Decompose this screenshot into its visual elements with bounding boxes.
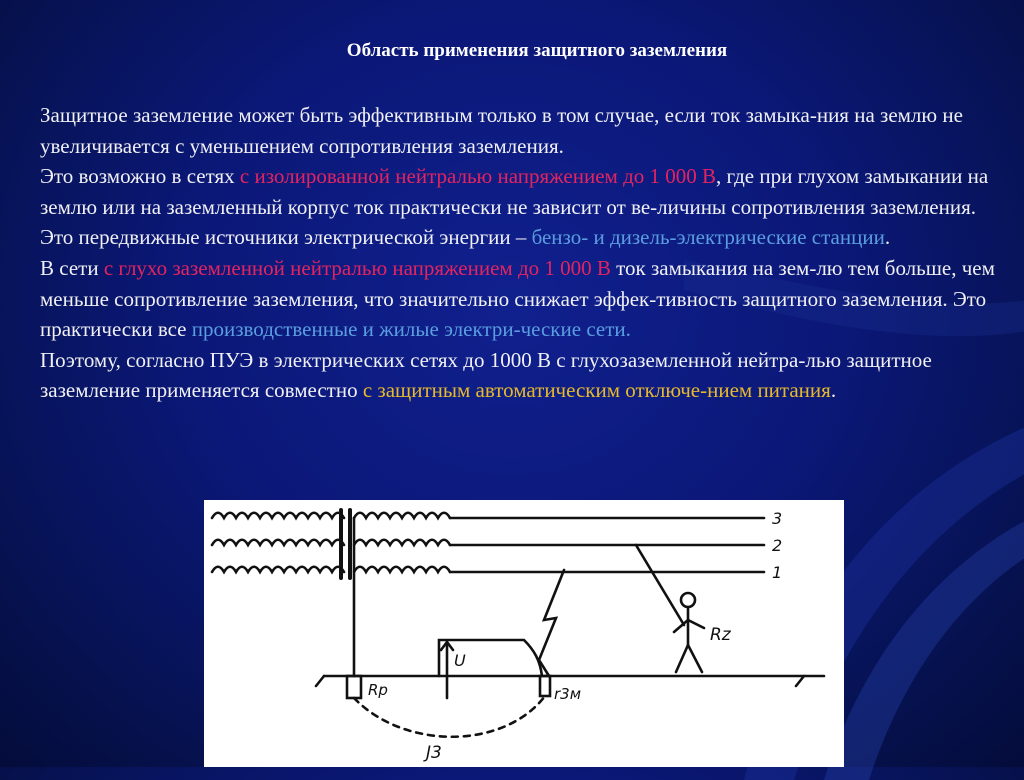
fault-electrode [540, 676, 550, 696]
label-voltage: U [454, 651, 466, 670]
body-paragraph-4 [8, 345, 998, 406]
paragraph-3-run-1: В сети [40, 255, 104, 280]
transformer-secondary-winding-3 [354, 513, 450, 518]
slide-title: Область применения защитного заземления [346, 40, 728, 61]
paragraph-1-run-1: Защитное заземление может быть эффективным только в том случае, если ток замыка-ния на землю не увеличивается с уменьшением сопротивления заземления. [40, 103, 963, 158]
phase-label-1: 1 [772, 563, 783, 582]
slide-body-text [8, 100, 998, 406]
phase-label-3: 3 [772, 509, 783, 528]
ground-electrode-rp [347, 676, 361, 698]
paragraph-3-run-3: ток замыкания на зем-лю тем больше, чем меньше сопротивление заземления, что значительно снижает эффек-тивность защитного заземления. Это практически все [40, 255, 995, 342]
transformer-secondary-winding-1 [354, 567, 450, 572]
paragraph-2-run-1: Это возможно в сетях [40, 164, 240, 189]
paragraph-2-run-5: . [884, 225, 891, 250]
label-fault-current: J3 [426, 743, 442, 763]
transformer-primary-winding-1 [212, 513, 344, 518]
person-contact-wire [636, 545, 684, 625]
transformer-primary-winding-3 [212, 567, 344, 572]
fault-current-path [354, 696, 545, 737]
transformer-primary-winding-2 [212, 540, 344, 545]
paragraph-2-run-4: бензо- и дизель-электрические станции [531, 225, 885, 250]
fault-lightning [539, 570, 564, 676]
label-ground-resistance: Rр [368, 681, 388, 699]
label-fault-resistance: r3м [554, 685, 582, 703]
person-head [681, 593, 695, 607]
paragraph-4-run-3: . [830, 378, 837, 403]
paragraph-2-run-2: с изолированной нейтралью напряжением до 1 000 В [239, 164, 717, 189]
paragraph-3-run-4: производственные и жилые электри-ческие сети. [191, 317, 631, 342]
transformer-secondary-winding-2 [354, 540, 450, 545]
label-person-resistance: Rz [710, 625, 731, 645]
paragraph-4-run-2: с защитным автоматическим отключе-нием питания [362, 378, 831, 403]
grounding-circuit-svg [204, 500, 844, 767]
grounding-circuit-diagram [204, 500, 844, 767]
body-paragraph-3 [8, 253, 998, 345]
paragraph-2-run-3: , где при глухом замыкании на землю или на заземленный корпус ток практически не зависит от ве-личины сопротивления заземления. Это передвижные источники электрической энергии – [40, 164, 989, 250]
paragraph-3-run-2: с глухо заземленной нейтралью напряжением до 1 000 В [103, 255, 611, 280]
body-paragraph-1 [8, 100, 998, 161]
body-paragraph-2 [8, 161, 998, 253]
paragraph-4-run-1: Поэтому, согласно ПУЭ в электрических сетях до 1000 В с глухозаземленной нейтра-лью защитное заземление применяется совместно [40, 347, 932, 403]
phase-label-2: 2 [772, 536, 783, 555]
